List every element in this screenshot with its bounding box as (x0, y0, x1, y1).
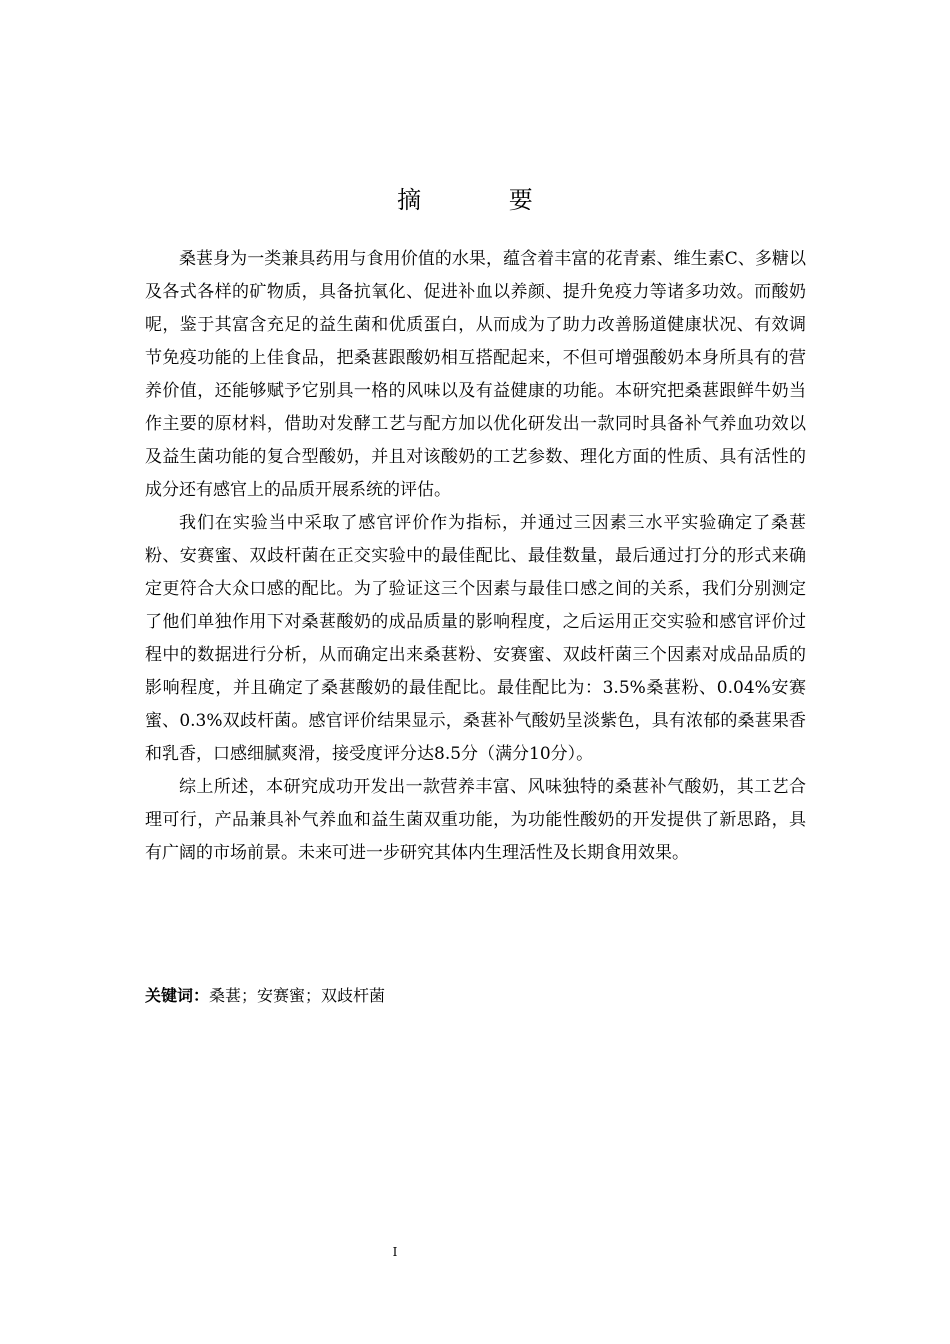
abstract-paragraph-1: 桑葚身为一类兼具药用与食用价值的水果，蕴含着丰富的花青素、维生素C、多糖以及各式各样的矿物质，具备抗氧化、促进补血以养颜、提升免疫力等诸多功效。而酸奶呢，鉴于其富含充足的益生菌和优质蛋白，从而成为了助力改善肠道健康状况、有效调节免疫功能的上佳食品，把桑葚跟酸奶相互搭配起来，不但可增强酸奶本身所具有的营养价值，还能够赋予它别具一格的风味以及有益健康的功能。本研究把桑葚跟鲜牛奶当作主要的原材料，借助对发酵工艺与配方加以优化研发出一款同时具备补气养血功效以及益生菌功能的复合型酸奶，并且对该酸奶的工艺参数、理化方面的性质、具有活性的成分还有感官上的品质开展系统的评估。 (145, 249, 806, 500)
abstract-body (145, 243, 806, 870)
keywords-line (145, 981, 385, 1011)
abstract-paragraph-2: 我们在实验当中采取了感官评价作为指标，并通过三因素三水平实验确定了桑葚粉、安赛蜜、双歧杆菌在正交实验中的最佳配比、最佳数量，最后通过打分的形式来确定更符合大众口感的配比。为了验证这三个因素与最佳口感之间的关系，我们分别测定了他们单独作用下对桑葚酸奶的成品质量的影响程度，之后运用正交实验和感官评价过程中的数据进行分析，从而确定出来桑葚粉、安赛蜜、双歧杆菌三个因素对成品品质的影响程度，并且确定了桑葚酸奶的最佳配比。最佳配比为：3.5%桑葚粉、0.04%安赛蜜、0.3%双歧杆菌。感官评价结果显示，桑葚补气酸奶呈淡紫色，具有浓郁的桑葚果香和乳香，口感细腻爽滑，接受度评分达8.5分（满分10分）。 (145, 513, 806, 764)
keywords-label: 关键词： (145, 986, 210, 1005)
page-number: I (392, 1245, 398, 1259)
abstract-paragraph-3: 综上所述，本研究成功开发出一款营养丰富、风味独特的桑葚补气酸奶，其工艺合理可行，产品兼具补气养血和益生菌双重功能，为功能性酸奶的开发提供了新思路，具有广阔的市场前景。未来可进一步研究其体内生理活性及长期食用效果。 (145, 777, 806, 863)
keywords-list: 桑葚；安赛蜜；双歧杆菌 (209, 986, 386, 1005)
abstract-title: 摘 要 (397, 186, 573, 214)
